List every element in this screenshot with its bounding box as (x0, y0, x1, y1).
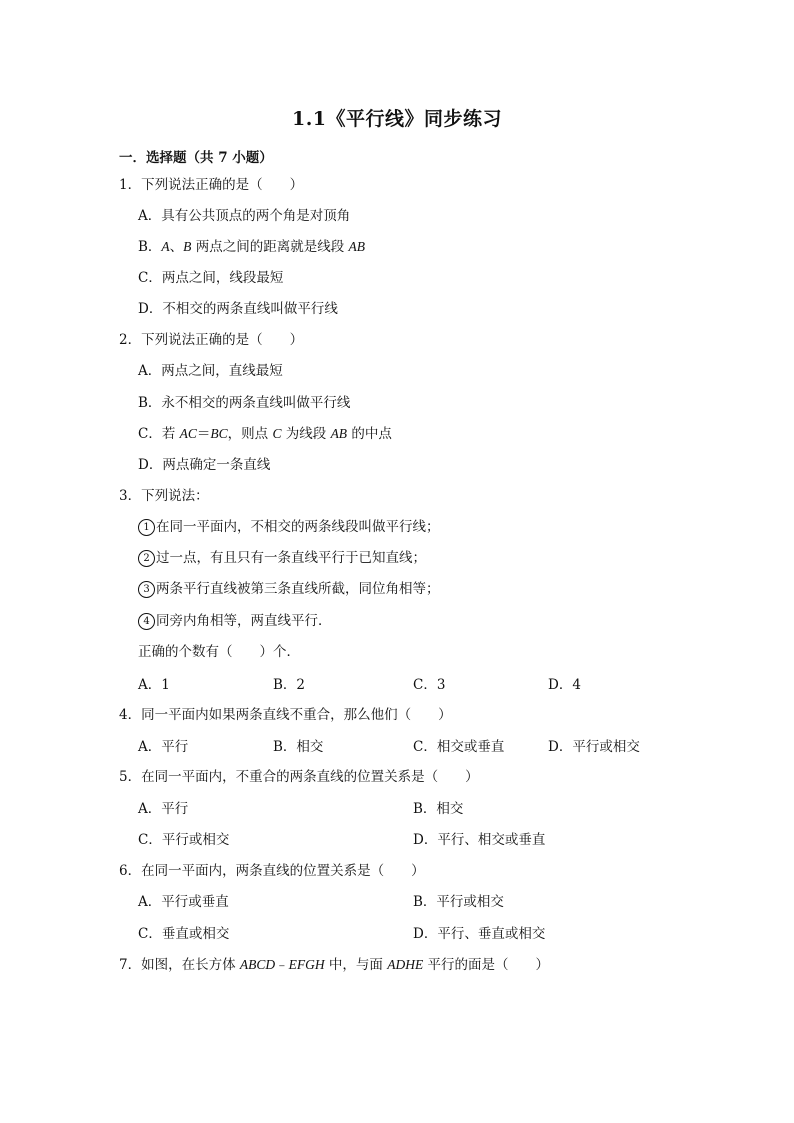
question-2-stem: 2．下列说法正确的是（ ） (119, 332, 304, 348)
question-6-stem: 6．在同一平面内，两条直线的位置关系是（ ） (119, 863, 425, 879)
question-7-stem: 7．如图，在长方体 ABCD﹣EFGH 中，与面 ADHE 平行的面是（ ） (119, 957, 550, 973)
q6-option-d: D．平行、垂直或相交 (413, 926, 546, 942)
q3-statement-1: 1 在同一平面内，不相交的两条线段叫做平行线； (138, 518, 440, 536)
q3-option-c: C．3 (413, 677, 446, 693)
q4-option-c: C．相交或垂直 (413, 739, 505, 755)
q6-option-a: A．平行或垂直 (138, 894, 229, 910)
q2-option-b: B．永不相交的两条直线叫做平行线 (138, 395, 351, 411)
q3-option-d: D．4 (548, 677, 581, 693)
section-heading: 一．选择题（共 7 小题） (119, 150, 273, 166)
q3-statement-2: 2 过一点，有且只有一条直线平行于已知直线； (138, 549, 426, 567)
circled-number-3: 3 (138, 581, 155, 598)
question-4-stem: 4．同一平面内如果两条直线不重合，那么他们（ ） (119, 707, 452, 723)
q2-option-a: A．两点之间，直线最短 (138, 363, 283, 379)
q3-statement-4: 4 同旁内角相等，两直线平行． (138, 612, 332, 630)
q3-statement-3: 3 两条平行直线被第三条直线所截，同位角相等； (138, 580, 440, 598)
q2-option-d: D．两点确定一条直线 (138, 457, 271, 473)
question-1-stem: 1．下列说法正确的是（ ） (119, 177, 304, 193)
q5-option-d: D．平行、相交或垂直 (413, 832, 546, 848)
q1-option-c: C．两点之间，线段最短 (138, 270, 284, 286)
q1-option-b: B．A、B 两点之间的距离就是线段 AB (138, 239, 366, 255)
q1-option-d: D．不相交的两条直线叫做平行线 (138, 301, 338, 317)
q6-option-b: B．平行或相交 (413, 894, 504, 910)
q6-option-c: C．垂直或相交 (138, 926, 230, 942)
q5-option-a: A．平行 (138, 801, 189, 817)
question-3-stem: 3．下列说法： (119, 488, 209, 504)
q3-option-b: B．2 (273, 677, 306, 693)
q3-option-a: A．1 (138, 677, 170, 693)
q5-option-c: C．平行或相交 (138, 832, 230, 848)
q4-option-b: B．相交 (273, 739, 324, 755)
q4-option-d: D．平行或相交 (548, 739, 640, 755)
q2-option-c: C．若 AC＝BC，则点 C 为线段 AB 的中点 (138, 426, 392, 442)
q4-option-a: A．平行 (138, 739, 189, 755)
question-5-stem: 5．在同一平面内，不重合的两条直线的位置关系是（ ） (119, 769, 479, 785)
q3-ask: 正确的个数有（ ）个． (138, 644, 300, 660)
q1-option-a: A．具有公共顶点的两个角是对顶角 (138, 208, 351, 224)
circled-number-1: 1 (138, 519, 155, 536)
circled-number-2: 2 (138, 550, 155, 567)
page-title: 1.1《平行线》同步练习 (291, 108, 503, 130)
q5-option-b: B．相交 (413, 801, 464, 817)
circled-number-4: 4 (138, 613, 155, 630)
